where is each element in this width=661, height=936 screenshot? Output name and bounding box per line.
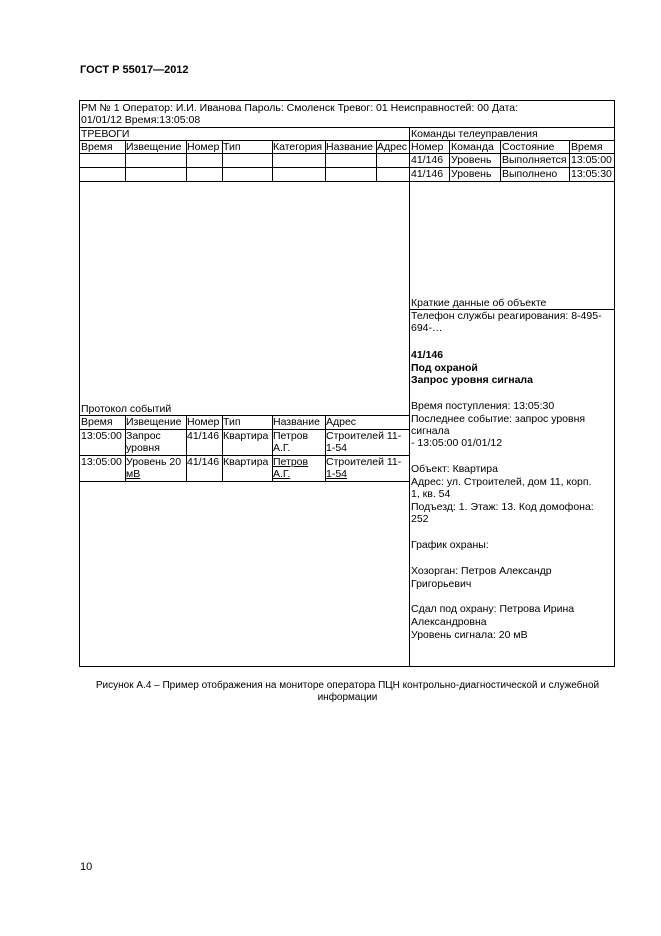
event-name-1: Петров <box>273 430 309 442</box>
status-line-1: РМ № 1 Оператор: И.И. Иванова Пароль: Смоленск Тревог: 01 Неисправностей: 00 Дата: <box>81 102 519 114</box>
phone-line-2: 694-… <box>411 322 443 334</box>
object-state: Под охраной <box>411 362 478 374</box>
phone-line-1: Телефон службы реагирования: 8-495- <box>411 310 602 322</box>
events-col-notice: Извещение <box>126 416 182 428</box>
page-number: 10 <box>80 861 93 873</box>
object-request: Запрос уровня сигнала <box>411 374 533 386</box>
events-title: Протокол событий <box>81 403 172 415</box>
event-notice-2: уровня <box>126 442 160 454</box>
caption-line-1: Рисунок А.4 – Пример отображения на мониторе оператора ПЦН контрольно-диагностической и служебной <box>95 680 600 691</box>
alarms-col-time: Время <box>81 141 113 153</box>
object-type: Объект: Квартира <box>411 463 498 475</box>
alarms-col-notice: Извещение <box>126 141 182 153</box>
owner-2: Григорьевич <box>411 578 472 590</box>
document-header: ГОСТ Р 55017—2012 <box>80 64 189 76</box>
events-col-name: Название <box>273 416 320 428</box>
events-col-number: Номер <box>187 416 220 428</box>
event-type: Квартира <box>223 430 269 442</box>
events-col-address: Адрес <box>326 416 357 428</box>
event-name-2: А.Г. <box>273 468 291 480</box>
event-notice-1: Запрос <box>126 430 161 442</box>
event-type: Квартира <box>223 456 269 468</box>
command-name: Уровень <box>451 154 492 166</box>
events-col-type: Тип <box>223 416 241 428</box>
commands-title: Команды телеуправления <box>411 128 538 140</box>
alarms-col-type: Тип <box>223 141 241 153</box>
event-time: 13:05:00 <box>81 456 122 468</box>
event-number: 41/146 <box>187 456 220 468</box>
alarms-title: ТРЕВОГИ <box>81 128 130 140</box>
event-address-2: 1-54 <box>326 442 348 454</box>
command-state: Выполнено <box>502 168 558 180</box>
commands-col-state: Состояние <box>502 141 555 153</box>
arrival-time: Время поступления: 13:05:30 <box>411 400 555 412</box>
object-info-title: Краткие данные об объекте <box>411 297 547 309</box>
signal-level: Уровень сигнала: 20 мВ <box>411 629 528 641</box>
address-2: 1, кв. 54 <box>411 488 451 500</box>
events-col-time: Время <box>81 416 113 428</box>
last-event-2: сигнала <box>411 425 450 437</box>
alarms-col-category: Категория <box>273 141 323 153</box>
event-number: 41/146 <box>187 430 220 442</box>
commands-col-time: Время <box>571 141 603 153</box>
object-id: 41/146 <box>411 349 444 361</box>
address-1: Адрес: ул. Строителей, дом 11, корп. <box>411 476 592 488</box>
command-number: 41/146 <box>411 168 444 180</box>
event-address-1: Строителей 11- <box>326 456 402 468</box>
command-number: 41/146 <box>411 154 444 166</box>
alarms-col-number: Номер <box>187 141 220 153</box>
alarms-col-address: Адрес <box>377 141 408 153</box>
command-time: 13:05:00 <box>571 154 612 166</box>
event-name-2: А.Г. <box>273 442 291 454</box>
event-address-1: Строителей 11- <box>326 430 402 442</box>
entrance-1: Подъезд: 1. Этаж: 13. Код домофона: <box>411 501 594 513</box>
command-name: Уровень <box>451 168 492 180</box>
commands-col-command: Команда <box>451 141 494 153</box>
event-time: 13:05:00 <box>81 430 122 442</box>
event-notice-2: мВ <box>126 468 141 480</box>
last-event-3: - 13:05:00 01/01/12 <box>411 437 503 449</box>
entrance-2: 252 <box>411 513 429 525</box>
command-state: Выполняется <box>502 154 567 166</box>
event-address-2: 1-54 <box>326 468 348 480</box>
last-event-1: Последнее событие: запрос уровня <box>411 413 586 425</box>
caption-line-2: информации <box>317 692 378 703</box>
command-time: 13:05:30 <box>571 168 612 180</box>
figure-caption <box>80 680 615 704</box>
owner-1: Хозорган: Петров Александр <box>411 565 552 577</box>
handed-1: Сдал под охрану: Петрова Ирина <box>411 603 575 615</box>
operator-screen <box>79 100 615 667</box>
status-line-2: 01/01/12 Время:13:05:08 <box>81 114 201 126</box>
handed-2: Александровна <box>411 616 487 628</box>
event-name-1: Петров <box>273 456 309 468</box>
event-notice-1: Уровень 20 <box>126 456 182 468</box>
commands-col-number: Номер <box>411 141 444 153</box>
schedule: График охраны: <box>411 539 489 551</box>
alarms-col-name: Название <box>326 141 373 153</box>
